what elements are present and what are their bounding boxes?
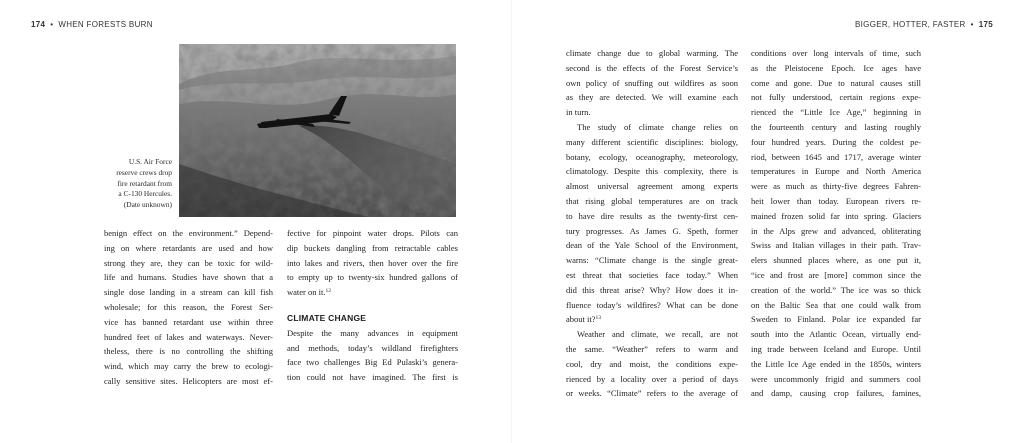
text-line: dip buckets dangling from retractable cables <box>287 242 458 253</box>
text-line: The study of climate change relies on <box>577 121 738 132</box>
right-page-number: 175 <box>978 20 993 29</box>
text-line: as they are detected. We will examine each <box>566 92 738 103</box>
caption-line: U.S. Air Force <box>128 157 172 166</box>
text-line: in the Alps grew and advanced, obliterating <box>751 225 921 236</box>
text-line: into lakes and rivers, then hover over the fire <box>287 257 458 268</box>
text-line: were uncommonly frigid and summers cool <box>751 373 921 384</box>
text-line: not fully understood, certain regions expe- <box>751 92 921 103</box>
text-line: ing on where retardants are used and how <box>104 242 273 253</box>
caption-line: fire retardant from <box>117 178 172 188</box>
photo-illustration <box>179 44 456 217</box>
gutter <box>511 0 512 443</box>
endnote-ref[interactable]: 13 <box>595 315 602 322</box>
text-line: the Little Ice Age ended in the 1850s, winters <box>751 358 921 369</box>
text-line: Swiss and Italian villages in their path. Trav- <box>751 240 921 251</box>
photo-caption <box>100 157 172 211</box>
text-line: vice has banned retardant use within three <box>104 316 273 327</box>
text-line: four hundred years. During the coldest pe- <box>751 136 921 147</box>
text-line: and methods, today’s wildland firefighters <box>287 342 458 353</box>
text-line: come and gone. Due to natural causes still <box>751 77 921 88</box>
separator-dot: • <box>50 20 54 29</box>
text-line: riod, between 1645 and 1717, average winter <box>751 151 921 162</box>
text-line: rienced by a locality over a period of days <box>566 373 738 384</box>
text-line: to empty up to twenty-six hundred gallons of <box>287 272 458 283</box>
left-running-head <box>31 20 153 29</box>
right-column-2 <box>751 46 921 401</box>
left-column-1 <box>104 226 273 389</box>
text-line: est threat that societies face today.” When <box>566 269 738 280</box>
text-line: that rising global temperatures are on track <box>566 195 738 206</box>
text-line: “ice and frost are [more] common since the <box>751 269 921 280</box>
text-line: many different scientific disciplines: biology, <box>566 136 738 147</box>
text-line: second is the effects of the Forest Service’s <box>566 62 738 73</box>
text-line: warns: “Climate change is the single great- <box>566 255 738 266</box>
text-line: Despite the many advances in equipment <box>287 327 458 338</box>
text-line: or weeks. “Climate” refers to the average of <box>566 388 738 399</box>
text-line: to have dire results as the twenty-first cen- <box>566 210 738 221</box>
text-line: fluence today’s wildfires? What can be done <box>566 299 738 310</box>
text-line: as the Pleistocene Epoch. Ice ages have <box>751 62 921 73</box>
text-line: in turn. <box>566 107 591 118</box>
text-line: hundred feet of lakes and waterways. Never- <box>104 331 273 342</box>
left-column-2 <box>287 226 458 385</box>
text-line: south into the Atlantic Ocean, virtually end- <box>751 329 921 340</box>
text-line: rienced the “Little Ice Age,” beginning in <box>751 107 921 118</box>
text-line: botany, ecology, oceanography, meteorology, <box>566 151 738 162</box>
text-line: cool, dry and moist, the conditions expe- <box>566 358 738 369</box>
text-line: the same. “Weather” refers to warm and <box>566 343 738 354</box>
text-line: wholesale; for this reason, the Forest Ser- <box>104 301 273 312</box>
text-line: and damp, causing crop failures, famines, <box>751 388 921 399</box>
text-line: theless, there is no controlling the shifting <box>104 346 273 357</box>
text-line: tury progresses. As James G. Speth, former <box>566 225 738 236</box>
text-line: were as much as thirty-five degrees Fahren- <box>751 181 921 192</box>
photo-aircraft-fire-retardant <box>179 44 456 217</box>
text-line: fective for pinpoint water drops. Pilots can <box>287 228 458 238</box>
text-line: mained frozen solid far into spring. Glaciers <box>751 210 921 221</box>
text-fragment: about it? <box>566 314 596 325</box>
caption-line: (Date unknown) <box>123 200 172 210</box>
text-line: single dose landing in a stream can kill fish <box>104 287 273 298</box>
text-line: climatology. Despite this complexity, there is <box>566 166 738 177</box>
text-line: the fourteenth century and lasting roughly <box>751 121 921 132</box>
text-line: almost universal agreement among experts <box>566 181 738 192</box>
left-page-number: 174 <box>31 20 46 29</box>
text-line: Sweden to Finland. Polar ice expanded far <box>751 314 921 325</box>
text-line: strong they are, they can be toxic for wild- <box>104 257 273 268</box>
caption-line: a C-130 Hercules. <box>118 189 172 199</box>
text-line: life and humans. Studies have shown that a <box>104 272 273 283</box>
section-spacer <box>287 300 458 311</box>
text-line: own policy of snuffing out wildfires as soon <box>566 77 738 88</box>
right-column-1 <box>566 46 738 401</box>
text-line: creation of the world.” The ice was so thick <box>751 284 921 295</box>
text-line: benign effect on the environment.” Depend- <box>104 228 273 238</box>
text-line: conditions over long intervals of time, such <box>751 48 921 58</box>
separator-dot: • <box>970 20 974 29</box>
section-heading: CLIMATE CHANGE <box>287 312 367 323</box>
text-line: elers shunned places where, as one put it, <box>751 255 921 266</box>
text-line: Weather and climate, we recall, are not <box>577 329 738 340</box>
text-line: tion could not have imagined. The first is <box>287 372 458 383</box>
endnote-ref[interactable]: 12 <box>325 288 331 295</box>
caption-line: reserve crews drop <box>116 167 172 177</box>
text-line-with-note <box>566 312 738 327</box>
left-running-title: WHEN FORESTS BURN <box>58 20 153 29</box>
text-line: temperatures in Europe and North America <box>751 166 921 177</box>
text-line: heit lower than today. European rivers re- <box>751 195 921 206</box>
right-running-title: BIGGER, HOTTER, FASTER <box>855 20 966 29</box>
text-line-with-note <box>287 285 458 300</box>
text-line: face two challenges Big Ed Pulaski’s genera- <box>287 357 458 368</box>
text-line: dean of the Yale School of the Environment, <box>566 240 738 251</box>
text-line: climate change due to global warming. The <box>566 48 738 58</box>
text-line: did this threat arise? Why? How does it in- <box>566 284 738 295</box>
text-line: on the Baltic Sea that one could walk from <box>751 299 921 310</box>
right-running-head <box>855 20 993 29</box>
text-line: cally sensitive sites. Helicopters are most ef- <box>104 375 273 386</box>
text-line: ing trade between Iceland and Europe. Until <box>751 343 921 354</box>
text-fragment: water on it. <box>287 287 326 298</box>
text-line: wind, which may carry the brew to ecologi- <box>104 361 273 372</box>
